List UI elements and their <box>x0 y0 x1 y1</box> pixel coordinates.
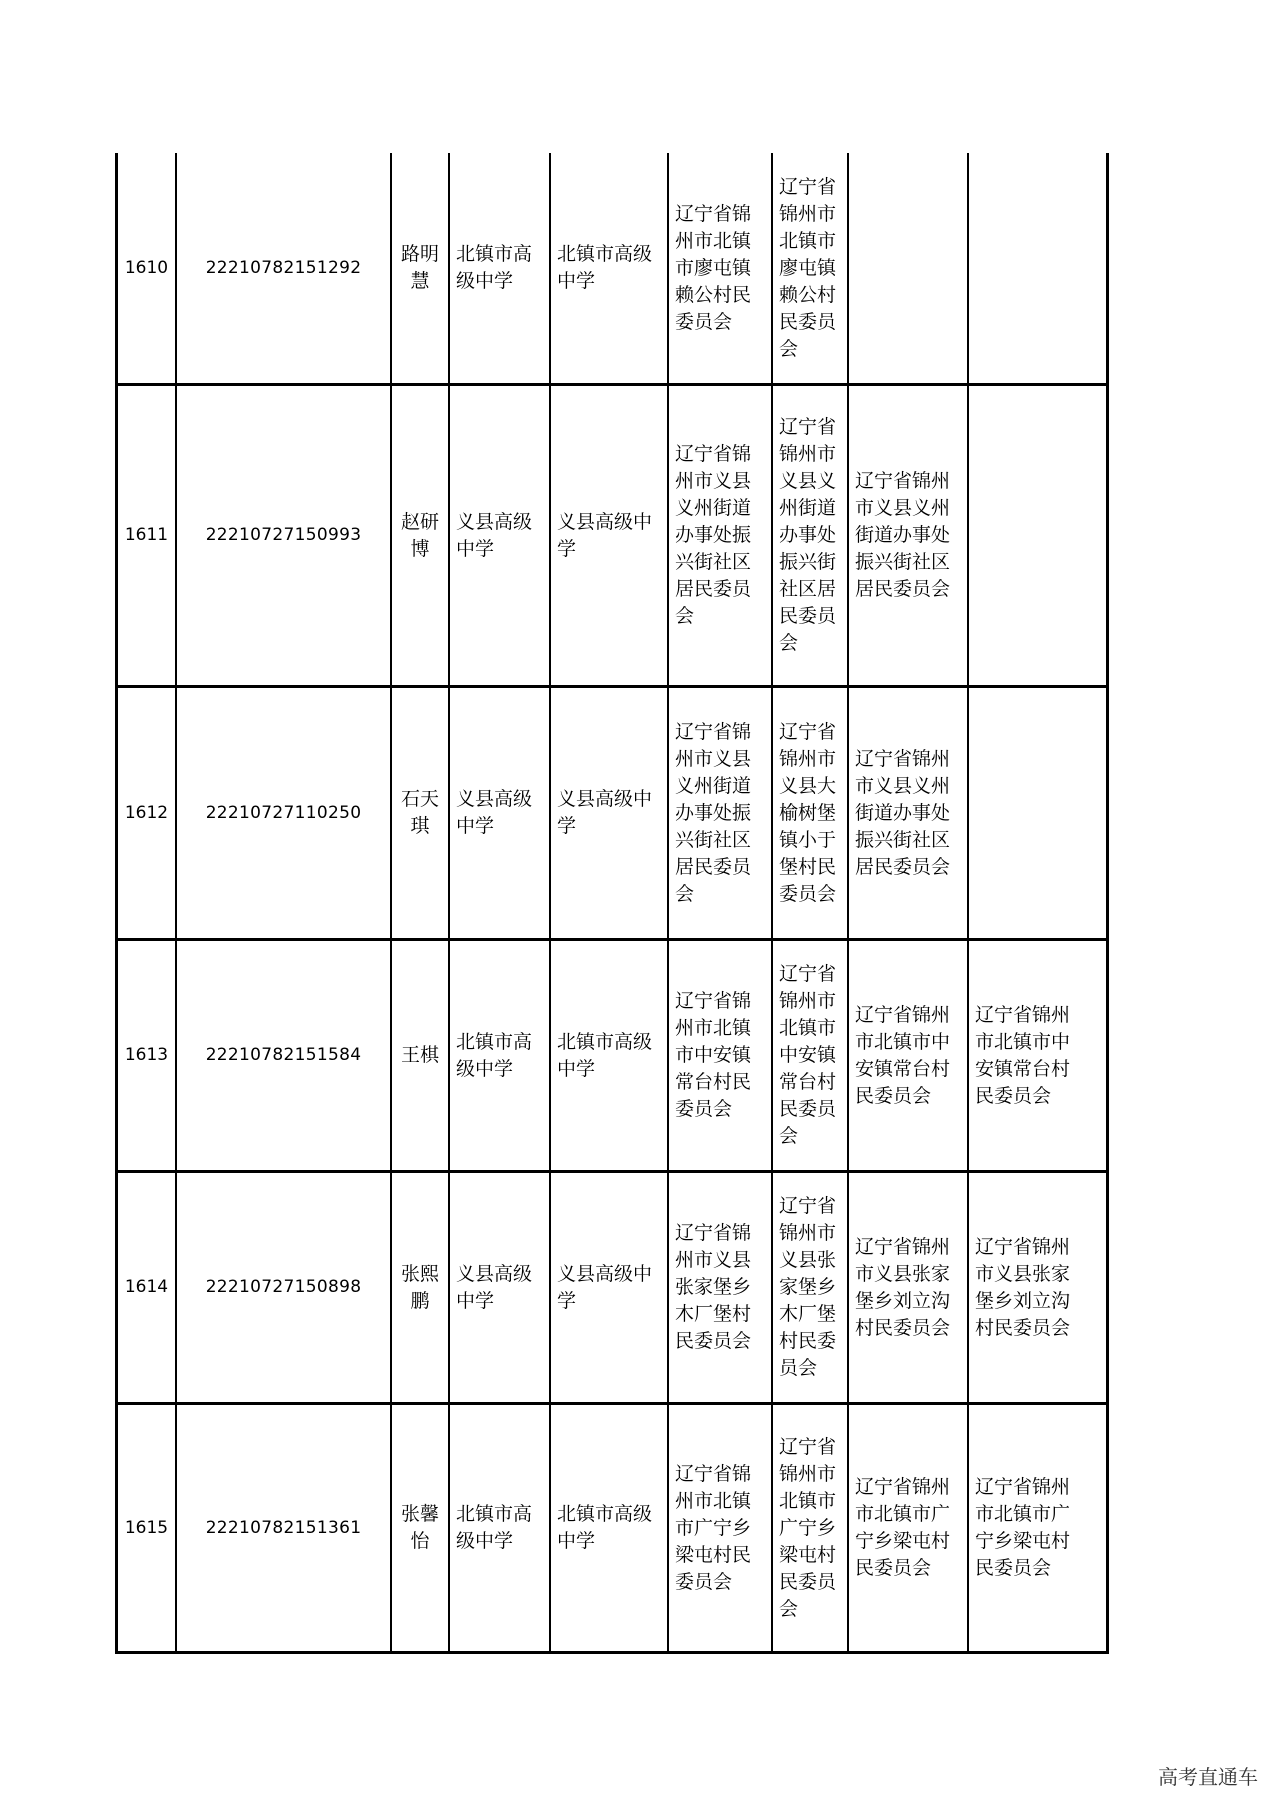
address1-cell <box>669 386 771 685</box>
school-text: 北镇市高级中学 <box>456 1503 533 1552</box>
address1-cell <box>669 941 771 1170</box>
seq-cell <box>118 688 175 938</box>
address2-text: 辽宁省锦州市义县张家堡乡木厂堡村民委员会 <box>779 1195 837 1379</box>
school-cell <box>450 1173 549 1402</box>
address1-cell <box>669 1173 771 1402</box>
address4-cell <box>969 386 1106 685</box>
school2-cell <box>551 153 667 383</box>
school-cell <box>450 386 549 685</box>
school-cell <box>450 941 549 1170</box>
exam-id-text: 22210782151584 <box>205 1045 362 1065</box>
address3-cell <box>849 941 967 1170</box>
student-name-cell <box>392 1405 448 1651</box>
school-text: 义县高级中学 <box>456 1262 533 1312</box>
address3-cell <box>849 1173 967 1402</box>
address4-cell <box>969 1405 1106 1651</box>
address4-cell <box>969 153 1106 383</box>
seq-text: 1615 <box>124 1517 169 1538</box>
address1-cell <box>669 153 771 383</box>
seq-cell <box>118 1405 175 1651</box>
table-row <box>118 1173 1106 1405</box>
school-cell <box>450 1405 549 1651</box>
school2-text: 义县高级中学 <box>557 1262 653 1312</box>
address2-cell <box>773 941 847 1170</box>
student-name-cell <box>392 941 448 1170</box>
table-row <box>118 386 1106 688</box>
exam-id-cell <box>177 688 390 938</box>
exam-id-cell <box>177 153 390 383</box>
student-name-text: 张馨怡 <box>401 1503 440 1552</box>
address4-text: 辽宁省锦州市北镇市中安镇常台村民委员会 <box>975 1003 1071 1107</box>
table-row <box>118 153 1106 386</box>
address4-text: 辽宁省锦州市北镇市广宁乡梁屯村民委员会 <box>975 1476 1071 1579</box>
school2-cell <box>551 386 667 685</box>
address4-cell <box>969 1173 1106 1402</box>
exam-id-text: 22210782151292 <box>205 257 362 278</box>
address2-text: 辽宁省锦州市义县义州街道办事处振兴街社区居民委员会 <box>779 416 837 654</box>
table-row <box>118 941 1106 1173</box>
address1-cell <box>669 688 771 938</box>
address2-cell <box>773 386 847 685</box>
address1-text: 辽宁省锦州市义县义州街道办事处振兴街社区居民委员会 <box>675 720 752 905</box>
address4-cell <box>969 688 1106 938</box>
school2-text: 义县高级中学 <box>557 788 653 837</box>
school2-text: 义县高级中学 <box>557 510 653 560</box>
seq-text: 1611 <box>124 525 169 545</box>
address4-cell <box>969 941 1106 1170</box>
exam-id-text: 22210727150898 <box>205 1277 362 1297</box>
student-name-text: 路明慧 <box>401 243 440 292</box>
address2-text: 辽宁省锦州市义县大榆树堡镇小于堡村民委员会 <box>779 720 837 905</box>
address2-text: 辽宁省锦州市北镇市廖屯镇赖公村民委员会 <box>779 175 837 360</box>
exam-id-text: 22210727150993 <box>205 525 362 545</box>
roster-table <box>115 153 1109 1654</box>
seq-text: 1610 <box>124 257 169 278</box>
seq-text: 1612 <box>124 802 169 823</box>
address3-cell <box>849 1405 967 1651</box>
address3-text: 辽宁省锦州市北镇市广宁乡梁屯村民委员会 <box>855 1476 951 1579</box>
seq-text: 1613 <box>124 1045 169 1065</box>
table-row <box>118 1405 1106 1654</box>
address2-text: 辽宁省锦州市北镇市广宁乡梁屯村民委员会 <box>779 1435 837 1620</box>
school2-text: 北镇市高级中学 <box>557 1030 653 1080</box>
student-name-text: 赵研博 <box>401 510 440 560</box>
school-text: 北镇市高级中学 <box>456 1030 533 1080</box>
address1-text: 辽宁省锦州市北镇市广宁乡梁屯村民委员会 <box>675 1462 752 1593</box>
address3-text: 辽宁省锦州市义县义州街道办事处振兴街社区居民委员会 <box>855 470 951 600</box>
school-text: 义县高级中学 <box>456 510 533 560</box>
address2-cell <box>773 153 847 383</box>
address4-text: 辽宁省锦州市义县张家堡乡刘立沟村民委员会 <box>975 1235 1071 1339</box>
student-name-text: 张熙鹏 <box>401 1262 440 1312</box>
exam-id-cell <box>177 386 390 685</box>
exam-id-cell <box>177 1405 390 1651</box>
address1-text: 辽宁省锦州市北镇市廖屯镇赖公村民委员会 <box>675 202 752 333</box>
address1-cell <box>669 1405 771 1651</box>
seq-cell <box>118 153 175 383</box>
address1-text: 辽宁省锦州市义县义州街道办事处振兴街社区居民委员会 <box>675 443 752 627</box>
school2-cell <box>551 1173 667 1402</box>
school2-cell <box>551 941 667 1170</box>
seq-cell <box>118 1173 175 1402</box>
watermark: 高考直通车 <box>1158 1765 1258 1789</box>
address3-text: 辽宁省锦州市义县张家堡乡刘立沟村民委员会 <box>855 1235 951 1339</box>
student-name-cell <box>392 153 448 383</box>
school2-cell <box>551 1405 667 1651</box>
school-cell <box>450 153 549 383</box>
address2-text: 辽宁省锦州市北镇市中安镇常台村民委员会 <box>779 963 837 1147</box>
seq-cell <box>118 941 175 1170</box>
school2-text: 北镇市高级中学 <box>557 1503 653 1552</box>
table-row <box>118 688 1106 941</box>
student-name-text: 石天琪 <box>401 788 440 837</box>
exam-id-text: 22210782151361 <box>205 1517 362 1538</box>
school-cell <box>450 688 549 938</box>
exam-id-cell <box>177 1173 390 1402</box>
seq-cell <box>118 386 175 685</box>
address2-cell <box>773 1173 847 1402</box>
address3-cell <box>849 386 967 685</box>
seq-text: 1614 <box>124 1277 169 1297</box>
address3-text: 辽宁省锦州市北镇市中安镇常台村民委员会 <box>855 1003 951 1107</box>
student-name-cell <box>392 386 448 685</box>
address3-cell <box>849 688 967 938</box>
address2-cell <box>773 688 847 938</box>
school2-text: 北镇市高级中学 <box>557 243 653 292</box>
student-name-cell <box>392 1173 448 1402</box>
student-name-text: 王棋 <box>401 1044 440 1066</box>
school-text: 北镇市高级中学 <box>456 243 533 292</box>
address2-cell <box>773 1405 847 1651</box>
exam-id-text: 22210727110250 <box>205 802 362 823</box>
address3-cell <box>849 153 967 383</box>
school2-cell <box>551 688 667 938</box>
school-text: 义县高级中学 <box>456 788 533 837</box>
address1-text: 辽宁省锦州市义县张家堡乡木厂堡村民委员会 <box>675 1222 752 1352</box>
address1-text: 辽宁省锦州市北镇市中安镇常台村民委员会 <box>675 990 752 1120</box>
exam-id-cell <box>177 941 390 1170</box>
student-name-cell <box>392 688 448 938</box>
address3-text: 辽宁省锦州市义县义州街道办事处振兴街社区居民委员会 <box>855 747 951 878</box>
